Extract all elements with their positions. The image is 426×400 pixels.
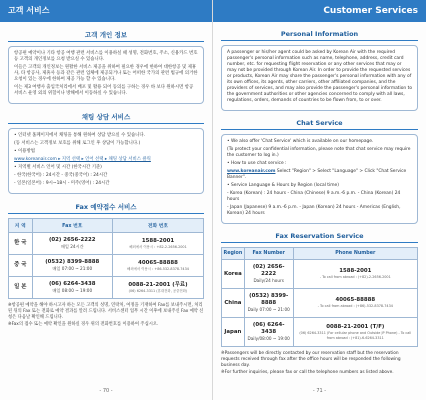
right-phone-cell-japan xyxy=(293,318,417,347)
phone-note: - To call from abroad : (+86)-532-8378-7434 xyxy=(317,304,393,308)
right-chat-line-6: - Korea (Korean) : 24 hours - China (Chinese) 9 a.m.-6 p.m. - China (Korean) 24 hours xyxy=(227,191,401,202)
table-row xyxy=(9,277,204,299)
right-fax-title: Fax Reservation Service xyxy=(221,232,418,243)
table-row xyxy=(9,255,204,277)
right-page xyxy=(213,0,426,400)
left-fax-note-1: ※항공편 예약을 해야 하시고자 하는 모든 고객의 성명, 연락처, 여정을 기재하여 Fax를 보내주시면, 처리된 뒤의 Fax 또는 전화로 예약 결과를 알려 드립니다. 서비스센터 업무 시간 이후에 보내주신 Fax 예약 신청은 다음날 확인해 드립니다. xyxy=(8,303,204,320)
left-fax-header-phone: 전화 번호 xyxy=(112,219,203,233)
left-chat-line-7: - 일본(일본어) : 9시~18시 - 미주(영어) : 24시간 xyxy=(14,181,110,186)
left-fax-cell-china xyxy=(32,255,112,277)
right-fax-region-china: China xyxy=(222,289,245,318)
right-fax-header-fax: Fax Number xyxy=(244,248,293,260)
right-chat-how-to-steps: Select "Region" > Select "Language" > Click "Chat Service Banner". xyxy=(227,169,407,180)
left-chat-line-1: • 인터넷 홈페이지에서 채팅을 통해 원하여 상담 받으실 수 있습니다. xyxy=(14,133,146,138)
right-chat-how-to xyxy=(227,169,412,181)
left-privacy-para-2: 이들은 고객의 개인정보는 원활한 서비스 제공을 위하여 필요한 경우에 한하여 대한항공 및 제휴사, 타 항공사, 제휴사 등과 같은 관련 업체에 제공되거나 또는 어떠한 국가의 관련 법규에 의거한 요청이 있는 경우에 한하여 제공 가능 할 수 있습니다. xyxy=(14,65,198,82)
fax-hours: Daily/08:00 ~ 19:00 xyxy=(247,336,290,341)
right-chat-line-1: • We also offer 'Chat Service' which is available on our homepage. xyxy=(227,139,374,144)
right-fax-cell-japan xyxy=(244,318,293,347)
right-fax-notes xyxy=(221,351,418,376)
phone-note: 해외에서 이용시 : +82-2-2656-2001 xyxy=(129,244,187,249)
right-fax-header-region: Region xyxy=(222,248,245,260)
phone-number: 40065-88888 xyxy=(138,259,178,266)
right-fax-note-2: ※For further inquiries, please fax or call the telephone numbers as listed above. xyxy=(221,370,394,375)
left-phone-cell-korea xyxy=(112,233,203,255)
fax-number: (0532) 8399-8888 xyxy=(249,293,289,306)
right-page-number: - 71 - xyxy=(312,388,327,394)
fax-number: (0532) 8399-8888 xyxy=(45,259,100,265)
left-fax-header-region: 지 역 xyxy=(9,219,33,233)
fax-hours: 매일 07:00 ~ 21:00 xyxy=(52,266,93,271)
left-privacy-box xyxy=(8,46,204,104)
right-privacy-text: A passenger or his/her agent could be asked by Korean Air with the required passenger's personal information such as name, telephone, address, credit card number, etc. for requesting flight reservation or any other services that may or may not be provided through Korean Air. In order to provide the requested services or products, Korean Air may share the passenger's personal information with any of its own offices, its agents, other carriers, other affiliated companies, and the providers of services, and may also provide the passenger's personal information to the government authorities or other agencies concerned to comply with all laws, regulations, orders, demands of countries to be flown from, to or over. xyxy=(227,50,413,103)
phone-note: - To call from abroad : (+82)-2-2656-2001 xyxy=(319,275,391,279)
right-fax-note-1: ※Passengers will be directly contacted by our reservation staff but the reservation requests received through fax after the office hours will be responded the following business day. xyxy=(221,351,401,368)
left-chat-title: 채팅 상담 서비스 xyxy=(8,112,204,124)
phone-note: (06) 6264-3311 (휴대전화, 공중전화) xyxy=(128,288,188,293)
left-chat-line-5: • 지역별 서비스 언어 및 시간 (한국시간 기준) xyxy=(14,165,102,170)
right-fax-region-korea: Korea xyxy=(222,260,245,289)
left-fax-cell-korea xyxy=(32,233,112,255)
left-privacy-para-1: 항공편 예약이나 기타 항공 여행 관련 서비스를 이용하실 때 성명, 전화번호, 주소, 신용카드 번호 등 고객의 개인정보를 요청 받으실 수 있습니다. xyxy=(14,51,198,62)
left-chat-how-to-link[interactable]: www.koreanair.com ▸ 지역 선택 ▸ 언어 선택 ▸ 채팅 상담 서비스 클릭 xyxy=(14,157,151,162)
left-privacy-para-3: 이는 제3 여행사 출입국처리에서 배포 및 활용 되어 동의를 구하는 경우 바 보다 원하시면 항공 서비스 운영 외의 위험이나 방해에서 이동하실 수 있습니다. xyxy=(14,85,194,96)
left-fax-notes xyxy=(8,303,204,328)
right-fax-table xyxy=(221,247,418,347)
fax-hours: Daily 07:00 ~ 21:00 xyxy=(247,307,290,312)
left-fax-region-japan: 일 본 xyxy=(9,277,33,299)
left-header: 고객 서비스 xyxy=(0,0,212,22)
right-chat-line-7: - Japan (Japanese) 9 a.m.-6 p.m. - Japan (Korean) 24 hours - Americas (English, Korean) 24 hours xyxy=(227,205,401,216)
right-chat-title: Chat Service xyxy=(221,119,418,130)
table-row xyxy=(222,318,418,347)
right-phone-cell-china xyxy=(293,289,417,318)
left-fax-title: Fax 예약접수 서비스 xyxy=(8,202,204,214)
left-fax-note-2: ※Fax의 접수 또는 예약 확인을 원하실 경우 위의 전화번호를 이용하여 주십시오. xyxy=(8,322,159,327)
left-fax-region-korea: 한 국 xyxy=(9,233,33,255)
phone-note: 해외에서 이용시 : +86-532-8378-7434 xyxy=(127,266,189,271)
right-privacy-title: Personal Information xyxy=(221,30,418,41)
fax-number: (06) 6264-3438 xyxy=(48,281,96,287)
right-chat-box xyxy=(221,134,418,224)
phone-number: 1588-2001 xyxy=(141,237,175,244)
left-chat-box xyxy=(8,128,204,194)
fax-hours: 매일 24시간 xyxy=(60,244,84,249)
left-fax-table xyxy=(8,218,204,299)
left-fax-header-fax: Fax 번호 xyxy=(32,219,112,233)
phone-number: 0088-21-2001 (T/F) xyxy=(326,323,385,330)
phone-number: 0088-21-2001 (무료) xyxy=(128,281,188,288)
fax-hours: Daily/24 hours xyxy=(253,278,284,283)
right-header: Customer Services xyxy=(213,0,426,22)
right-fax-header-row xyxy=(222,248,418,260)
fax-hours: 매일 08:00 ~ 19:00 xyxy=(52,288,93,293)
phone-number: 1588-2001 xyxy=(339,268,372,274)
fax-number: (06) 6264-3438 xyxy=(252,322,285,335)
left-page-number: - 70 - xyxy=(99,388,113,394)
table-row xyxy=(9,233,204,255)
fax-number: (02) 2656-2222 xyxy=(48,237,96,243)
left-phone-cell-japan xyxy=(112,277,203,299)
right-chat-line-3: • How to use chat service : xyxy=(227,161,287,166)
left-fax-region-china: 중 국 xyxy=(9,255,33,277)
right-fax-header-phone: Phone Number xyxy=(293,248,417,260)
left-phone-cell-china xyxy=(112,255,203,277)
left-chat-line-2: (동 서비스는 고객정보 보호를 위해 로그인 후 상담이 가능합니다.) xyxy=(14,141,141,146)
left-fax-header-row xyxy=(9,219,204,233)
right-fax-region-japan: Japan xyxy=(222,318,245,347)
table-row xyxy=(222,289,418,318)
left-chat-line-3: • 이용방법 xyxy=(14,149,35,154)
phone-note: (06) 6264-3311 (For cellular phone and Outside JP Phone) - To call from abroad : (+81)-6-6264-3311 xyxy=(299,330,412,340)
koreanair-link[interactable]: www.koreanair.com xyxy=(227,169,276,174)
fax-number: (02) 2656-2222 xyxy=(252,264,285,277)
right-chat-line-2: (To protect your confidential information, please note that chat service may require the customer to log in.) xyxy=(227,147,411,158)
left-chat-line-6: - 한국(한국어) : 24시간 - 중국(중국어) : 24시간 xyxy=(14,173,108,178)
right-privacy-box xyxy=(221,45,418,111)
table-row xyxy=(222,260,418,289)
right-fax-cell-china xyxy=(244,289,293,318)
phone-number: 40065-88888 xyxy=(335,297,376,303)
left-fax-cell-japan xyxy=(32,277,112,299)
right-phone-cell-korea xyxy=(293,260,417,289)
right-fax-cell-korea xyxy=(244,260,293,289)
left-privacy-title: 고객 개인 정보 xyxy=(8,30,204,42)
right-chat-line-5: • Service Language & Hours by Region (local time) xyxy=(227,183,339,188)
